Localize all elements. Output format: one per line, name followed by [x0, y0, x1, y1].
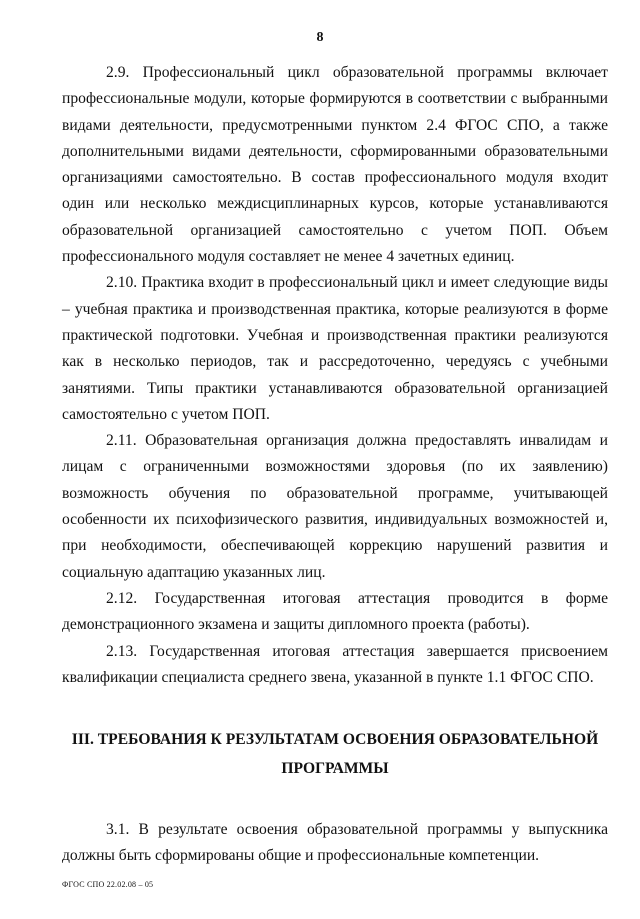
- page-number: 8: [316, 30, 324, 45]
- document-body: [62, 60, 608, 870]
- paragraph-2-10: 2.10. Практика входит в профессиональный цикл и имеет следующие виды – учебная практика и производственная практика, которые реализуются в форме практической подготовки. Учебная и производственная практики реализуются как в несколько периодов, так и рассредоточенно, чередуясь с учебными занятиями. Типы практики устанавливаются образовательной организацией самостоятельно с учетом ПОП.: [62, 274, 608, 423]
- section-heading: III. ТРЕБОВАНИЯ К РЕЗУЛЬТАТАМ ОСВОЕНИЯ ОБРАЗОВАТЕЛЬНОЙ ПРОГРАММЫ: [71, 731, 599, 778]
- paragraph-2-11: 2.11. Образовательная организация должна предоставлять инвалидам и лицам с ограниченными возможностями здоровья (по их заявлению) возможность обучения по образовательной программе, учитывающей особенности их психофизического развития, индивидуальных возможностей и, при необходимости, обеспечивающей коррекцию нарушений развития и социальную адаптацию указанных лиц.: [62, 432, 608, 581]
- paragraph-3-1: 3.1. В результате освоения образовательной программы у выпускника должны быть сформированы общие и профессиональные компетенции.: [62, 821, 608, 865]
- paragraph-2-9: 2.9. Профессиональный цикл образовательной программы включает профессиональные модули, которые формируются в соответствии с выбранными видами деятельности, предусмотренными пунктом 2.4 ФГОС СПО, а также дополнительными видами деятельности, сформированными образовательными организациями самостоятельно. В состав профессионального модуля входит один или несколько междисциплинарных курсов, которые устанавливаются образовательной организацией самостоятельно с учетом ПОП. Объем профессионального модуля составляет не менее 4 зачетных единиц.: [62, 64, 608, 266]
- footer-document-code: ФГОС СПО 22.02.08 – 05: [62, 880, 154, 889]
- paragraph-2-12: 2.12. Государственная итоговая аттестация проводится в форме демонстрационного экзамена и защиты дипломного проекта (работы).: [62, 589, 608, 634]
- paragraph-2-13: 2.13. Государственная итоговая аттестация завершается присвоением квалификации специалиста среднего звена, указанной в пункте 1.1 ФГОС СПО.: [62, 642, 608, 686]
